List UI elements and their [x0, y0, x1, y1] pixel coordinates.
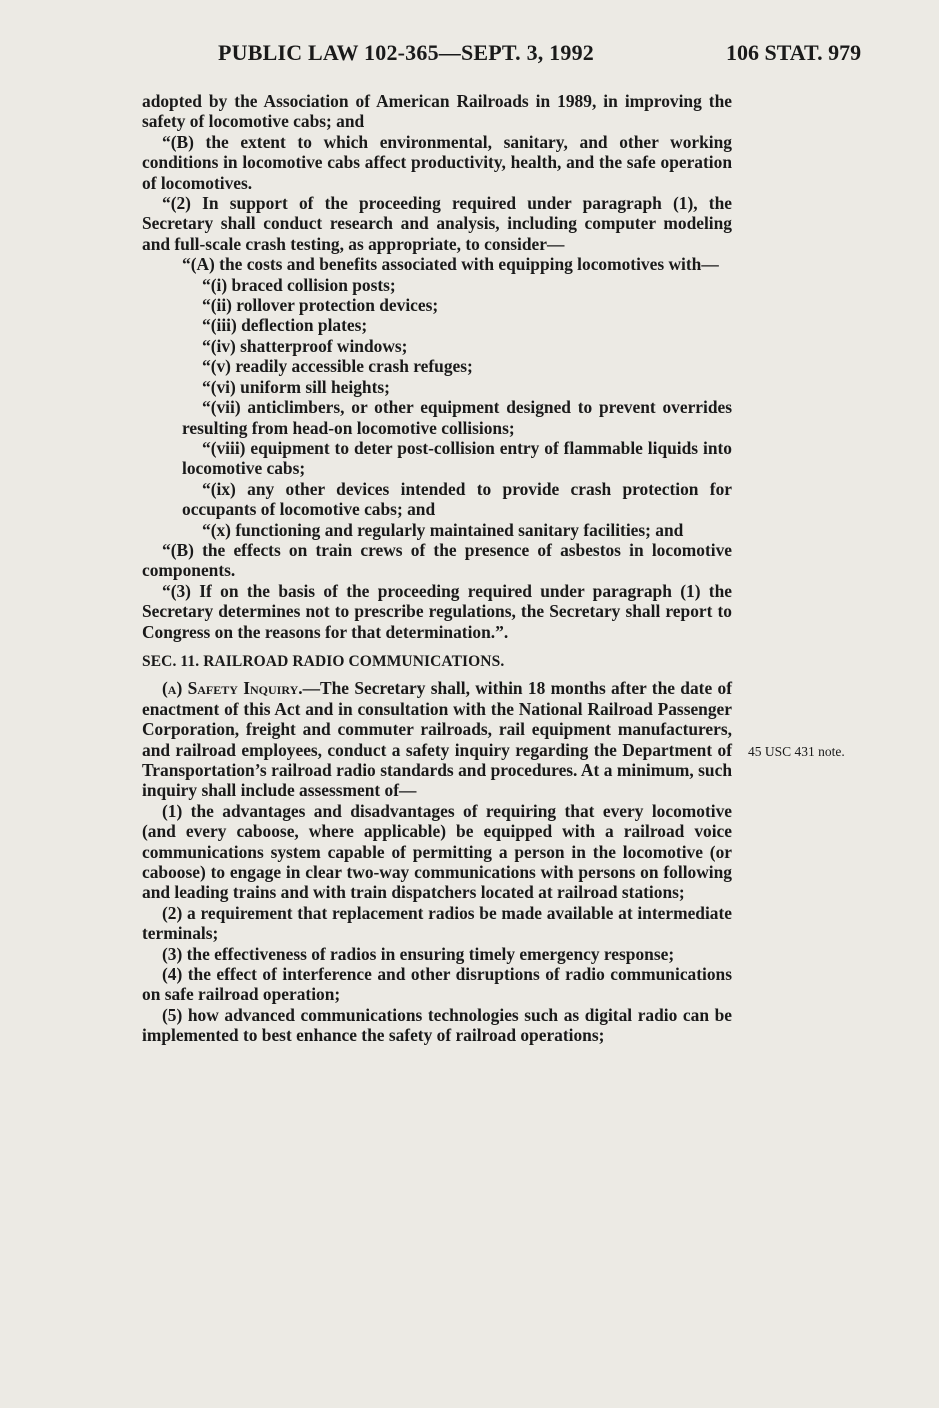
header-title: PUBLIC LAW 102-365—SEPT. 3, 1992 [218, 40, 594, 65]
paragraph-safety-inquiry [142, 678, 732, 800]
list-item-i: “(i) braced collision posts; [202, 274, 396, 295]
inquiry-item-2: (2) a requirement that replacement radios be made available at intermediate terminals; [142, 902, 732, 944]
inquiry-item-3: (3) the effectiveness of radios in ensuring timely emergency response; [162, 943, 675, 964]
inquiry-item-1: (1) the advantages and disadvantages of requiring that every locomotive (and every caboose, where applicable) be equipped with a railroad voice communications system capable of permitting a person in the locomotive (or caboose) to engage in clear two-way communications with persons on following and leading trains and with train dispatchers located at railroad stations; [142, 800, 732, 903]
header-stat-page: 106 STAT. 979 [726, 40, 862, 65]
paragraph-b-conditions: “(B) the extent to which environmental, sanitary, and other working conditions in locomotive cabs affect productivity, health, and the safe operation of locomotives. [142, 131, 732, 193]
list-item-x: “(x) functioning and regularly maintained sanitary facilities; and [202, 519, 684, 540]
list-item-vi: “(vi) uniform sill heights; [202, 376, 390, 397]
list-item-vii: “(vii) anticlimbers, or other equipment designed to prevent overrides resulting from head-on locomotive collisions; [182, 397, 732, 438]
inquiry-item-4: (4) the effect of interference and other disruptions of radio communications on safe railroad operation; [142, 964, 732, 1005]
section-heading: SEC. 11. RAILROAD RADIO COMMUNICATIONS. [142, 652, 505, 670]
list-item-v: “(v) readily accessible crash refuges; [202, 356, 473, 377]
paragraph-2-research: “(2) In support of the proceeding required under paragraph (1), the Secretary shall conduct research and analysis, including computer modeling and full-scale crash testing, as appropriate, to consider— [142, 193, 732, 254]
paragraph-a-costs: “(A) the costs and benefits associated with equipping locomotives with— [182, 254, 719, 275]
body-text [142, 91, 732, 1046]
inquiry-item-5: (5) how advanced communications technologies such as digital radio can be implemented to best enhance the safety of railroad operations; [142, 1004, 732, 1046]
margin-note-usc: 45 USC 431 note. [748, 744, 845, 759]
paragraph-b-asbestos: “(B) the effects on train crews of the presence of asbestos in locomotive components. [142, 539, 732, 581]
list-item-viii: “(viii) equipment to deter post-collision entry of flammable liquids into locomotive cabs; [182, 437, 732, 479]
list-item-ix: “(ix) any other devices intended to provide crash protection for occupants of locomotive cabs; and [182, 478, 732, 520]
list-item-iii: “(iii) deflection plates; [202, 315, 368, 336]
paragraph-continuation: adopted by the Association of American Railroads in 1989, in improving the safety of locomotive cabs; and [142, 91, 732, 132]
list-item-iv: “(iv) shatterproof windows; [202, 335, 408, 356]
safety-inquiry-text: —The Secretary shall, within 18 months after the date of enactment of this Act and in consultation with the National Railroad Passenger Corporation, freight and commuter railroads, rail equipment manufacturers, and railroad employees, conduct a safety inquiry regarding the Department of Transportation’s railroad radio standards and procedures. At a minimum, such inquiry shall include assessment of— [142, 678, 732, 801]
list-item-ii: “(ii) rollover protection devices; [202, 295, 439, 316]
safety-inquiry-label: (a) Safety Inquiry. [162, 678, 303, 699]
paragraph-3-report: “(3) If on the basis of the proceeding required under paragraph (1) the Secretary determines not to prescribe regulations, the Secretary shall report to Congress on the reasons for that determination.”. [142, 580, 732, 642]
